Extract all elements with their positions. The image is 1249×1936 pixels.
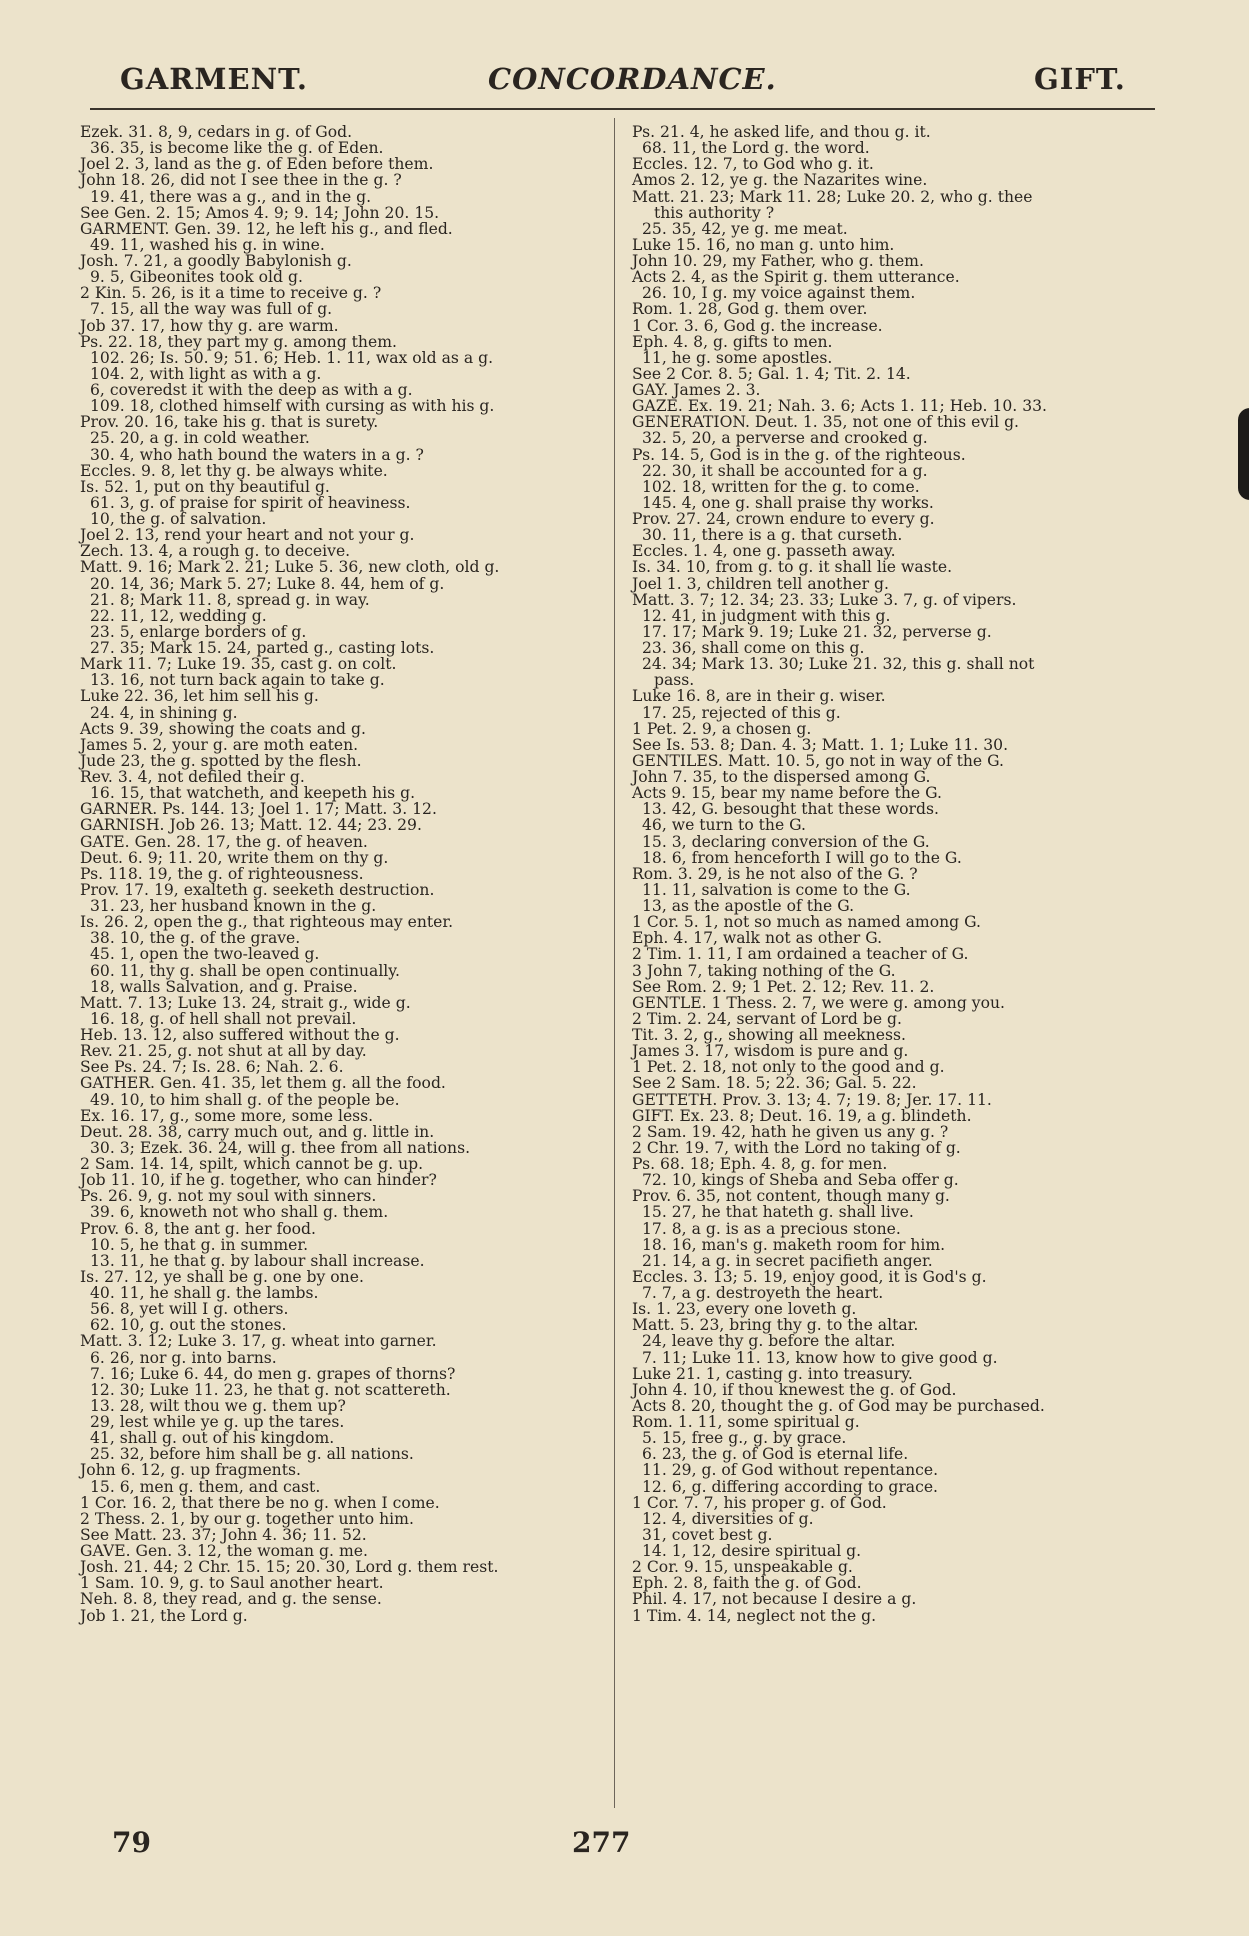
concordance-line: Rev. 3. 4, not defiled their g. <box>80 768 305 786</box>
concordance-line: GENTLE. 1 Thess. 2. 7, we were g. among you. <box>632 993 1005 1012</box>
concordance-line: 21. 14, a g. in secret pacifieth anger. <box>642 1251 933 1270</box>
concordance-line: pass. <box>654 671 695 690</box>
concordance-line: 17. 25, rejected of this g. <box>642 703 841 722</box>
concordance-line: 2 Kin. 5. 26, is it a time to receive g. ? <box>80 284 382 303</box>
concordance-line: 11. 29, g. of God without repentance. <box>642 1461 939 1480</box>
concordance-line: Matt. 3. 7; 12. 34; 23. 33; Luke 3. 7, g. of vipers. <box>632 590 1017 609</box>
header-rule <box>90 108 1155 110</box>
concordance-line: 32. 5, 20, a perverse and crooked g. <box>642 429 928 448</box>
concordance-line: 18, walls Salvation, and g. Praise. <box>90 977 358 996</box>
concordance-line: Matt. 21. 23; Mark 11. 28; Luke 20. 2, who g. thee <box>632 187 1033 206</box>
concordance-line: 36. 35, is become like the g. of Eden. <box>90 139 384 158</box>
concordance-line: Luke 22. 36, let him sell his g. <box>80 687 319 706</box>
concordance-line: Ex. 16. 17, g., some more, some less. <box>80 1106 374 1125</box>
concordance-line: 30. 4, who hath bound the waters in a g. ? <box>90 445 424 464</box>
concordance-line: Prov. 6. 8, the ant g. her food. <box>80 1219 316 1238</box>
concordance-line: Amos 2. 12, ye g. the Nazarites wine. <box>632 171 928 190</box>
signature-mark: 79 <box>112 1826 151 1859</box>
concordance-line: 11. 11, salvation is come to the G. <box>642 880 911 899</box>
concordance-line: 14. 1, 12, desire spiritual g. <box>642 1542 862 1560</box>
concordance-line: 2 Cor. 9. 15, unspeakable g. <box>632 1558 853 1577</box>
concordance-line: 24, leave thy g. before the altar. <box>642 1332 896 1351</box>
concordance-line: Joel 1. 3, children tell another g. <box>632 574 889 593</box>
concordance-line: 1 Sam. 10. 9, g. to Saul another heart. <box>80 1574 384 1593</box>
concordance-line: Job 37. 17, how thy g. are warm. <box>80 316 339 335</box>
left-column <box>80 124 600 1624</box>
column-divider <box>614 118 615 1808</box>
concordance-line: Prov. 20. 16, take his g. that is surety. <box>80 413 379 432</box>
concordance-line: Ezek. 31. 8, 9, cedars in g. of God. <box>80 123 353 141</box>
concordance-line: GENTILES. Matt. 10. 5, go not in way of the G. <box>632 751 1004 770</box>
concordance-line: Deut. 28. 38, carry much out, and g. little in. <box>80 1122 435 1141</box>
concordance-line: 62. 10, g. out the stones. <box>90 1316 287 1335</box>
concordance-line: 56. 8, yet will I g. others. <box>90 1300 289 1319</box>
concordance-line: 30. 3; Ezek. 36. 24, will g. thee from all nations. <box>90 1138 471 1157</box>
concordance-line: 13. 28, wilt thou we g. them up? <box>90 1396 346 1415</box>
concordance-line: Eph. 4. 17, walk not as other G. <box>632 929 883 948</box>
concordance-line: See Ps. 24. 7; Is. 28. 6; Nah. 2. 6. <box>80 1058 344 1077</box>
concordance-line: Prov. 27. 24, crown endure to every g. <box>632 510 935 528</box>
concordance-line: 12. 6, g. differing according to grace. <box>642 1477 939 1496</box>
concordance-line: this authority ? <box>654 203 775 222</box>
concordance-line: Acts 9. 15, bear my name before the G. <box>632 784 942 803</box>
concordance-line: Josh. 21. 44; 2 Chr. 15. 15; 20. 30, Lord g. them rest. <box>80 1558 499 1577</box>
concordance-line: GAY. James 2. 3. <box>632 381 761 399</box>
concordance-line: GARNISH. Job 26. 13; Matt. 12. 44; 23. 29. <box>80 816 422 835</box>
concordance-line: 27. 35; Mark 15. 24, parted g., casting lots. <box>90 639 435 657</box>
concordance-line: 61. 3, g. of praise for spirit of heaviness. <box>90 493 411 512</box>
concordance-line: 16. 15, that watcheth, and keepeth his g. <box>90 784 416 803</box>
concordance-line: Eccles. 12. 7, to God who g. it. <box>632 155 874 174</box>
concordance-line: 24. 34; Mark 13. 30; Luke 21. 32, this g. shall not <box>642 655 1035 674</box>
concordance-line: Luke 16. 8, are in their g. wiser. <box>632 687 886 706</box>
concordance-line: 12. 4, diversities of g. <box>642 1509 814 1528</box>
concordance-line: 72. 10, kings of Sheba and Seba offer g. <box>642 1171 959 1190</box>
concordance-line: Prov. 6. 35, not content, though many g. <box>632 1187 950 1206</box>
concordance-line: 6. 23, the g. of God is eternal life. <box>642 1445 909 1464</box>
concordance-line: GATE. Gen. 28. 17, the g. of heaven. <box>80 832 368 851</box>
concordance-line: 12. 30; Luke 11. 23, he that g. not scattereth. <box>90 1380 451 1399</box>
concordance-line: 1 Cor. 16. 2, that there be no g. when I come. <box>80 1493 440 1512</box>
concordance-line: 2 Sam. 19. 42, hath he given us any g. ? <box>632 1122 949 1141</box>
concordance-line: 6, coveredst it with the deep as with a g. <box>90 381 413 399</box>
concordance-line: 1 Cor. 3. 6, God g. the increase. <box>632 316 883 335</box>
concordance-line: Ps. 22. 18, they part my g. among them. <box>80 332 397 351</box>
concordance-line: 1 Pet. 2. 9, a chosen g. <box>632 719 812 738</box>
concordance-line: 102. 18, written for the g. to come. <box>642 477 920 496</box>
concordance-line: See 2 Sam. 18. 5; 22. 36; Gal. 5. 22. <box>632 1074 917 1093</box>
concordance-line: 45. 1, open the two-leaved g. <box>90 945 320 964</box>
concordance-line: Acts 2. 4, as the Spirit g. them utterance. <box>632 268 960 287</box>
concordance-line: GIFT. Ex. 23. 8; Deut. 16. 19, a g. blindeth. <box>632 1106 972 1125</box>
concordance-line: 22. 11, 12, wedding g. <box>90 606 267 625</box>
concordance-line: 1 Cor. 5. 1, not so much as named among G. <box>632 913 981 932</box>
concordance-line: Matt. 7. 13; Luke 13. 24, strait g., wide g. <box>80 993 411 1012</box>
concordance-line: 17. 17; Mark 9. 19; Luke 21. 32, perverse g. <box>642 622 992 641</box>
concordance-line: 40. 11, he shall g. the lambs. <box>90 1284 319 1302</box>
concordance-line: John 7. 35, to the dispersed among G. <box>632 768 931 786</box>
concordance-line: 49. 10, to him shall g. of the people be. <box>90 1090 400 1109</box>
concordance-line: John 10. 29, my Father, who g. them. <box>632 252 924 270</box>
concordance-line: James 5. 2, your g. are moth eaten. <box>80 735 359 754</box>
concordance-line: 13. 42, G. besought that these words. <box>642 800 939 819</box>
concordance-line: 145. 4, one g. shall praise thy works. <box>642 493 934 512</box>
concordance-line: See Gen. 2. 15; Amos 4. 9; 9. 14; John 20. 15. <box>80 203 440 222</box>
concordance-line: 31, covet best g. <box>642 1525 773 1544</box>
concordance-line: GARNER. Ps. 144. 13; Joel 1. 17; Matt. 3. 12. <box>80 800 437 819</box>
concordance-line: Ps. 14. 5, God is in the g. of the righteous. <box>632 445 966 464</box>
concordance-line: 1 Pet. 2. 18, not only to the good and g. <box>632 1058 945 1077</box>
concordance-line: Eccles. 1. 4, one g. passeth away. <box>632 542 896 561</box>
concordance-line: 20. 14, 36; Mark 5. 27; Luke 8. 44, hem of g. <box>90 574 445 593</box>
concordance-line: Heb. 13. 12, also suffered without the g. <box>80 1026 400 1044</box>
concordance-line: Is. 1. 23, every one loveth g. <box>632 1300 857 1319</box>
concordance-line: 29, lest while ye g. up the tares. <box>90 1413 345 1431</box>
right-column <box>632 124 1172 1624</box>
concordance-line: Matt. 3. 12; Luke 3. 17, g. wheat into garner. <box>80 1332 437 1351</box>
concordance-line: 7. 16; Luke 6. 44, do men g. grapes of thorns? <box>90 1364 456 1383</box>
concordance-line: 16. 18, g. of hell shall not prevail. <box>90 1009 357 1028</box>
page-number: 277 <box>572 1826 631 1859</box>
concordance-line: 60. 11, thy g. shall be open continually. <box>90 961 400 980</box>
concordance-line: See 2 Cor. 8. 5; Gal. 1. 4; Tit. 2. 14. <box>632 364 911 383</box>
thumb-index-tab <box>1238 408 1249 500</box>
concordance-line: Ps. 118. 19, the g. of righteousness. <box>80 864 364 883</box>
concordance-line: Tit. 3. 2, g., showing all meekness. <box>632 1026 906 1044</box>
concordance-line: 30. 11, there is a g. that curseth. <box>642 526 903 545</box>
concordance-line: 38. 10, the g. of the grave. <box>90 929 301 948</box>
concordance-line: GAVE. Gen. 3. 12, the woman g. me. <box>80 1542 368 1560</box>
header-title: CONCORDANCE. <box>488 62 777 96</box>
concordance-line: 1 Tim. 4. 14, neglect not the g. <box>632 1606 877 1625</box>
concordance-line: 3 John 7, taking nothing of the G. <box>632 961 896 980</box>
concordance-line: 15. 27, he that hateth g. shall live. <box>642 1203 914 1222</box>
concordance-line: Matt. 5. 23, bring thy g. to the altar. <box>632 1316 919 1335</box>
concordance-line: Matt. 9. 16; Mark 2. 21; Luke 5. 36, new cloth, old g. <box>80 558 500 577</box>
concordance-line: Prov. 17. 19, exalteth g. seeketh destruction. <box>80 880 435 899</box>
concordance-line: Acts 9. 39, showing the coats and g. <box>80 719 366 738</box>
concordance-line: 31. 23, her husband known in the g. <box>90 897 377 915</box>
concordance-line: 15. 3, declaring conversion of the G. <box>642 832 930 851</box>
concordance-line: Ps. 68. 18; Eph. 4. 8, g. for men. <box>632 1155 888 1173</box>
concordance-line: 41, shall g. out of his kingdom. <box>90 1429 335 1448</box>
concordance-line: Job 11. 10, if he g. together, who can hinder? <box>80 1171 437 1190</box>
concordance-line: 46, we turn to the G. <box>642 816 807 835</box>
concordance-line: Eccles. 9. 8, let thy g. be always white. <box>80 461 388 480</box>
concordance-line: GENERATION. Deut. 1. 35, not one of this evil g. <box>632 413 1020 432</box>
concordance-line: John 6. 12, g. up fragments. <box>80 1461 301 1480</box>
concordance-line: Acts 8. 20, thought the g. of God may be purchased. <box>632 1396 1045 1415</box>
concordance-line: 7. 11; Luke 11. 13, know how to give good g. <box>642 1348 998 1367</box>
header-last-word: GIFT. <box>1034 62 1126 96</box>
concordance-line: 2 Sam. 14. 14, spilt, which cannot be g. up. <box>80 1155 424 1173</box>
concordance-line: Is. 27. 12, ye shall be g. one by one. <box>80 1267 364 1286</box>
concordance-line: 26. 10, I g. my voice against them. <box>642 284 916 303</box>
concordance-line: Eph. 4. 8, g. gifts to men. <box>632 332 833 351</box>
concordance-line: GETTETH. Prov. 3. 13; 4. 7; 19. 8; Jer. 17. 11. <box>632 1090 992 1109</box>
concordance-line: Rom. 1. 11, some spiritual g. <box>632 1413 860 1431</box>
concordance-line: See Is. 53. 8; Dan. 4. 3; Matt. 1. 1; Luke 11. 30. <box>632 735 1009 754</box>
concordance-line: 11, he g. some apostles. <box>642 348 833 367</box>
concordance-line: Ps. 21. 4, he asked life, and thou g. it. <box>632 123 931 141</box>
concordance-line: John 18. 26, did not I see thee in the g. ? <box>80 171 402 190</box>
concordance-line: 23. 5, enlarge borders of g. <box>90 622 307 641</box>
concordance-line: 7. 7, a g. destroyeth the heart. <box>642 1284 884 1302</box>
concordance-line: Rom. 1. 28, God g. them over. <box>632 300 868 319</box>
concordance-line: 1 Cor. 7. 7, his proper g. of God. <box>632 1493 887 1512</box>
concordance-line: 24. 4, in shining g. <box>90 703 238 722</box>
concordance-line: Neh. 8. 8, they read, and g. the sense. <box>80 1590 382 1609</box>
concordance-line: See Rom. 2. 9; 1 Pet. 2. 12; Rev. 11. 2. <box>632 977 935 996</box>
concordance-line: 25. 35, 42, ye g. me meat. <box>642 219 848 238</box>
concordance-line: Eccles. 3. 13; 5. 19, enjoy good, it is God's g. <box>632 1267 987 1286</box>
concordance-line: 9. 5, Gibeonites took old g. <box>90 268 303 287</box>
concordance-line: 49. 11, washed his g. in wine. <box>90 235 325 254</box>
concordance-line: Zech. 13. 4, a rough g. to deceive. <box>80 542 351 561</box>
concordance-line: Is. 52. 1, put on thy beautiful g. <box>80 477 330 496</box>
concordance-line: Deut. 6. 9; 11. 20, write them on thy g. <box>80 848 389 867</box>
concordance-line: 22. 30, it shall be accounted for a g. <box>642 461 928 480</box>
concordance-line: 19. 41, there was a g., and in the g. <box>90 187 372 206</box>
concordance-line: 25. 20, a g. in cold weather. <box>90 429 310 448</box>
concordance-line: 2 Chr. 19. 7, with the Lord no taking of g. <box>632 1138 961 1157</box>
concordance-line: Josh. 7. 21, a goodly Babylonish g. <box>80 252 352 270</box>
concordance-line: 104. 2, with light as with a g. <box>90 364 322 383</box>
concordance-line: GARMENT. Gen. 39. 12, he left his g., and fled. <box>80 219 453 238</box>
concordance-line: John 4. 10, if thou knewest the g. of God. <box>632 1380 957 1399</box>
concordance-line: 18. 16, man's g. maketh room for him. <box>642 1235 946 1254</box>
concordance-line: 2 Tim. 1. 11, I am ordained a teacher of G. <box>632 945 969 964</box>
header-first-word: GARMENT. <box>120 62 309 96</box>
concordance-line: 17. 8, a g. is as a precious stone. <box>642 1219 901 1238</box>
concordance-line: 5. 15, free g., g. by grace. <box>642 1429 847 1448</box>
concordance-line: 2 Thess. 2. 1, by our g. together unto him. <box>80 1509 414 1528</box>
concordance-line: 21. 8; Mark 11. 8, spread g. in way. <box>90 590 370 609</box>
concordance-line: Rom. 3. 29, is he not also of the G. ? <box>632 864 918 883</box>
concordance-line: Luke 15. 16, no man g. unto him. <box>632 235 895 254</box>
concordance-line: 68. 11, the Lord g. the word. <box>642 139 870 158</box>
concordance-line: 15. 6, men g. them, and cast. <box>90 1477 321 1496</box>
concordance-line: 109. 18, clothed himself with cursing as with his g. <box>90 397 495 416</box>
concordance-line: 102. 26; Is. 50. 9; 51. 6; Heb. 1. 11, wax old as a g. <box>90 348 494 367</box>
concordance-line: James 3. 17, wisdom is pure and g. <box>632 1042 909 1061</box>
concordance-line: Joel 2. 3, land as the g. of Eden before them. <box>80 155 434 174</box>
concordance-line: 2 Tim. 2. 24, servant of Lord be g. <box>632 1009 902 1028</box>
concordance-line: 6. 26, nor g. into barns. <box>90 1348 277 1367</box>
concordance-line: Joel 2. 13, rend your heart and not your g. <box>80 526 415 545</box>
concordance-line: Rev. 21. 25, g. not shut at all by day. <box>80 1042 367 1061</box>
concordance-line: Is. 26. 2, open the g., that righteous may enter. <box>80 913 454 932</box>
concordance-line: 7. 15, all the way was full of g. <box>90 300 333 319</box>
concordance-line: GATHER. Gen. 41. 35, let them g. all the food. <box>80 1074 446 1093</box>
concordance-line: Job 1. 21, the Lord g. <box>80 1606 248 1625</box>
concordance-line: 18. 6, from henceforth I will go to the G. <box>642 848 962 867</box>
concordance-line: 39. 6, knoweth not who shall g. them. <box>90 1203 389 1222</box>
concordance-line: 10, the g. of salvation. <box>90 510 267 528</box>
concordance-line: 10. 5, he that g. in summer. <box>90 1235 309 1254</box>
concordance-line: See Matt. 23. 37; John 4. 36; 11. 52. <box>80 1525 367 1544</box>
concordance-line: Is. 34. 10, from g. to g. it shall lie waste. <box>632 558 953 577</box>
concordance-line: 13. 16, not turn back again to take g. <box>90 671 385 690</box>
concordance-line: Jude 23, the g. spotted by the flesh. <box>80 751 362 770</box>
concordance-line: GAZE. Ex. 19. 21; Nah. 3. 6; Acts 1. 11; Heb. 10. 33. <box>632 397 1048 416</box>
concordance-line: Ps. 26. 9, g. not my soul with sinners. <box>80 1187 377 1206</box>
concordance-line: 25. 32, before him shall be g. all nations. <box>90 1445 414 1464</box>
concordance-line: Eph. 2. 8, faith the g. of God. <box>632 1574 862 1593</box>
concordance-line: 13, as the apostle of the G. <box>642 897 855 915</box>
concordance-line: Phil. 4. 17, not because I desire a g. <box>632 1590 917 1609</box>
concordance-line: Mark 11. 7; Luke 19. 35, cast g. on colt. <box>80 655 397 674</box>
concordance-line: 12. 41, in judgment with this g. <box>642 606 891 625</box>
concordance-line: 23. 36, shall come on this g. <box>642 639 865 657</box>
concordance-line: Luke 21. 1, casting g. into treasury. <box>632 1364 913 1383</box>
concordance-line: 13. 11, he that g. by labour shall increase. <box>90 1251 425 1270</box>
